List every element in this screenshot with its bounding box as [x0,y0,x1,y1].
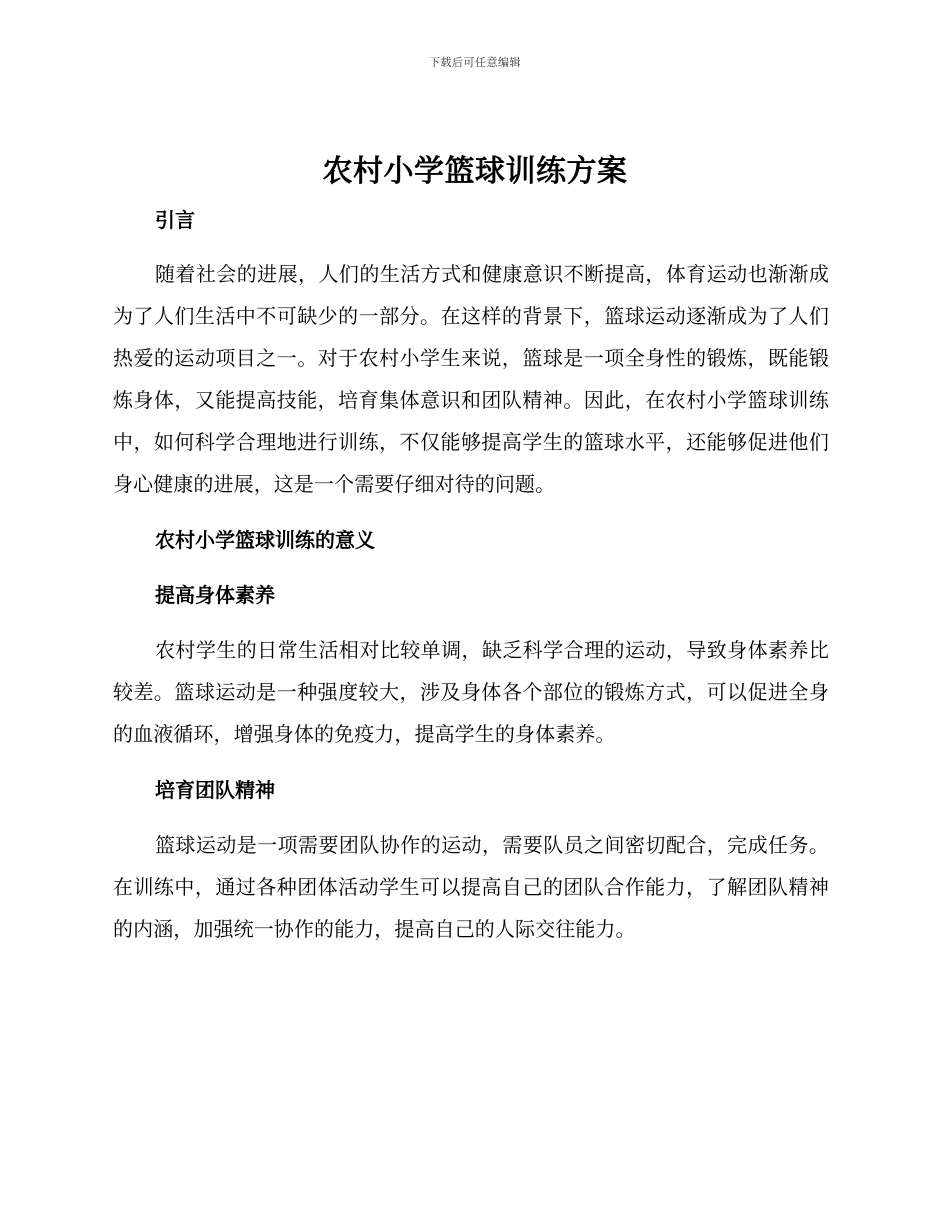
significance-heading: 农村小学篮球训练的意义 [155,528,375,552]
header-note: 下载后可任意编辑 [429,56,521,69]
team-paragraph: 篮球运动是一项需要团队协作的运动，需要队员之间密切配合，完成任务。在训练中，通过各种团体活动学生可以提高自己的团队合作能力，了解团队精神的内涵，加强统一协作的能力，提高自己的人际交往能力。 [113,833,829,941]
intro-paragraph: 随着社会的进展，人们的生活方式和健康意识不断提高，体育运动也渐渐成为了人们生活中不可缺少的一部分。在这样的背景下，篮球运动逐渐成为了人们热爱的运动项目之一。对于农村小学生来说，篮球是一项全身性的锻炼，既能锻炼身体，又能提高技能，培育集体意识和团队精神。因此，在农村小学篮球训练中，如何科学合理地进行训练，不仅能够提高学生的篮球水平，还能够促进他们身心健康的进展，这是一个需要仔细对待的问题。 [113,262,829,496]
document-title: 农村小学篮球训练方案 [322,154,628,189]
team-heading: 培育团队精神 [155,778,275,802]
fitness-heading: 提高身体素养 [155,583,275,607]
fitness-paragraph: 农村学生的日常生活相对比较单调，缺乏科学合理的运动，导致身体素养比较差。篮球运动是一种强度较大，涉及身体各个部位的锻炼方式，可以促进全身的血液循环，增强身体的免疫力，提高学生的身体素养。 [113,638,829,746]
intro-heading: 引言 [155,208,195,232]
